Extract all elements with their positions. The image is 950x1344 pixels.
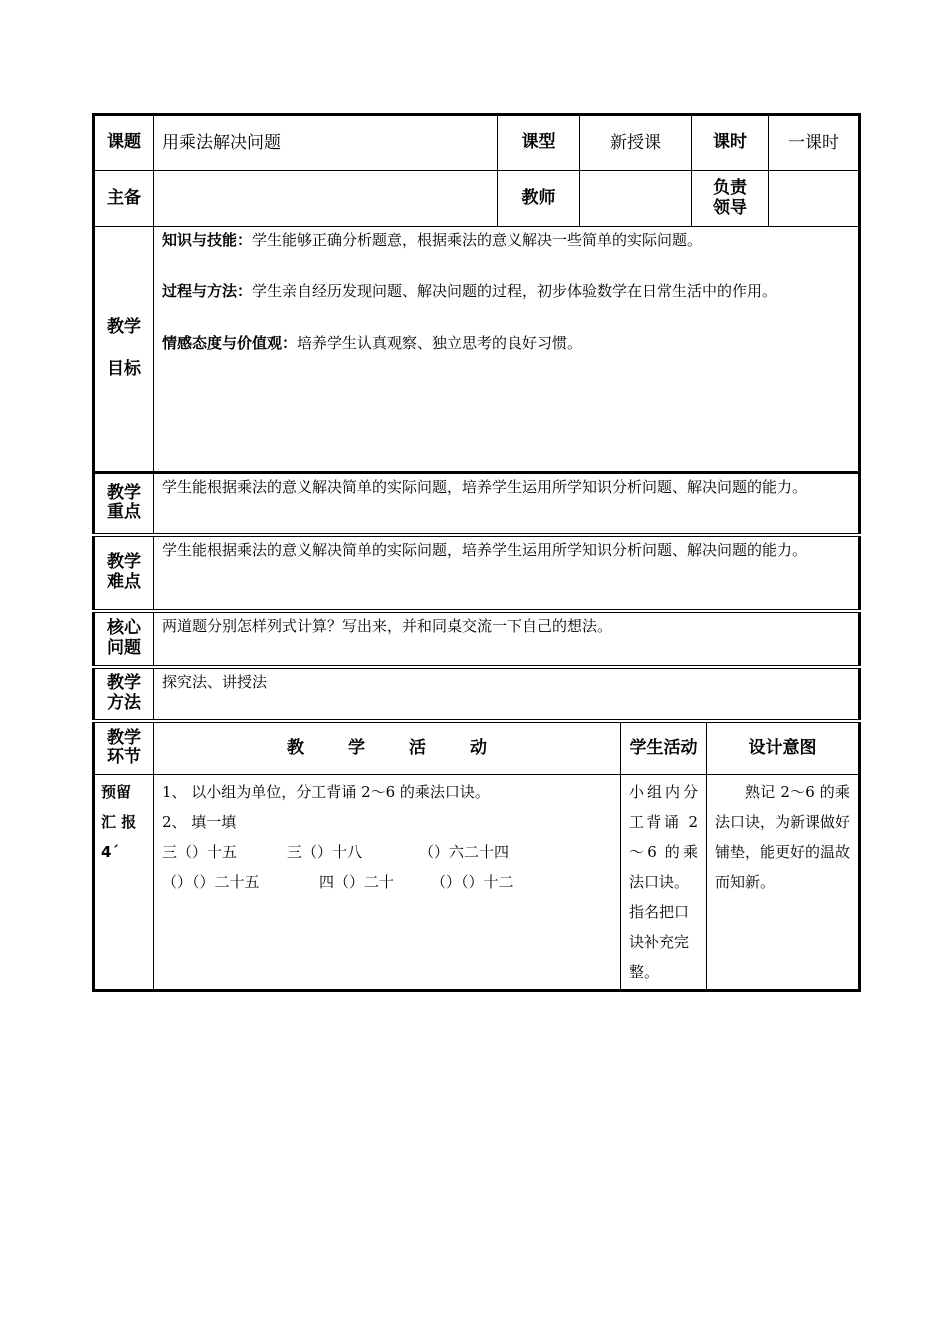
hours-value: 一课时 bbox=[769, 115, 860, 171]
fill-blank-row-1: 三（）十五 三（）十八 （）六二十四 bbox=[162, 843, 510, 861]
prep-label: 主备 bbox=[94, 171, 154, 227]
design-intent-header: 设计意图 bbox=[707, 721, 860, 775]
difficulties-text: 学生能根据乘法的意义解决简单的实际问题，培养学生运用所学知识分析问题、解决问题的能力。 bbox=[154, 535, 860, 611]
methods-text: 探究法、讲授法 bbox=[154, 667, 860, 721]
stage1-design-intent: 熟记 2～6 的乘法口诀，为新课做好铺垫，能更好的温故而知新。 bbox=[707, 775, 860, 991]
fill-blank-row-2: （）（）二十五 四（）二十 （）（）十二 bbox=[162, 873, 514, 891]
core-question-text: 两道题分别怎样列式计算？写出来，并和同桌交流一下自己的想法。 bbox=[154, 611, 860, 667]
objectives-label: 教学 目标 bbox=[94, 227, 154, 473]
hours-label: 课时 bbox=[692, 115, 769, 171]
teacher-value bbox=[580, 171, 692, 227]
type-value: 新授课 bbox=[580, 115, 692, 171]
stage1-activity: 1、 以小组为单位，分工背诵 2～6 的乘法口诀。 2、 填一填 三（）十五 三（）十八 （）六二十四 （）（）二十五 四（）二十 （）（）十二 bbox=[154, 775, 621, 991]
student-activity-header: 学生活动 bbox=[621, 721, 707, 775]
activity-header: 教 学 活 动 bbox=[154, 721, 621, 775]
difficulties-label: 教学 难点 bbox=[94, 535, 154, 611]
key-points-label: 教学 重点 bbox=[94, 473, 154, 535]
core-question-label: 核心 问题 bbox=[94, 611, 154, 667]
key-points-text: 学生能根据乘法的意义解决简单的实际问题，培养学生运用所学知识分析问题、解决问题的能力。 bbox=[154, 473, 860, 535]
teacher-label: 教师 bbox=[498, 171, 580, 227]
topic-label: 课题 bbox=[94, 115, 154, 171]
lesson-plan bbox=[92, 113, 858, 992]
prep-value bbox=[154, 171, 498, 227]
objective-emotion: 情感态度与价值观：培养学生认真观察、独立思考的良好习惯。 bbox=[162, 333, 583, 352]
objective-process: 过程与方法：学生亲自经历发现问题、解决问题的过程，初步体验数学在日常生活中的作用。 bbox=[162, 282, 778, 301]
stage1-student-activity: 小组内分工背诵 2～6 的乘法口诀。 指名把口诀补充完整。 bbox=[621, 775, 707, 991]
leader-label: 负责 领导 bbox=[692, 171, 769, 227]
stage1-name: 预留 汇 报 4´ bbox=[94, 775, 154, 991]
objectives-content bbox=[154, 227, 860, 473]
lesson-plan-table bbox=[92, 113, 861, 992]
stage-header: 教学 环节 bbox=[94, 721, 154, 775]
methods-label: 教学 方法 bbox=[94, 667, 154, 721]
type-label: 课型 bbox=[498, 115, 580, 171]
leader-value bbox=[769, 171, 860, 227]
objective-knowledge: 知识与技能：学生能够正确分析题意，根据乘法的意义解决一些简单的实际问题。 bbox=[162, 231, 703, 249]
topic-value: 用乘法解决问题 bbox=[154, 115, 498, 171]
